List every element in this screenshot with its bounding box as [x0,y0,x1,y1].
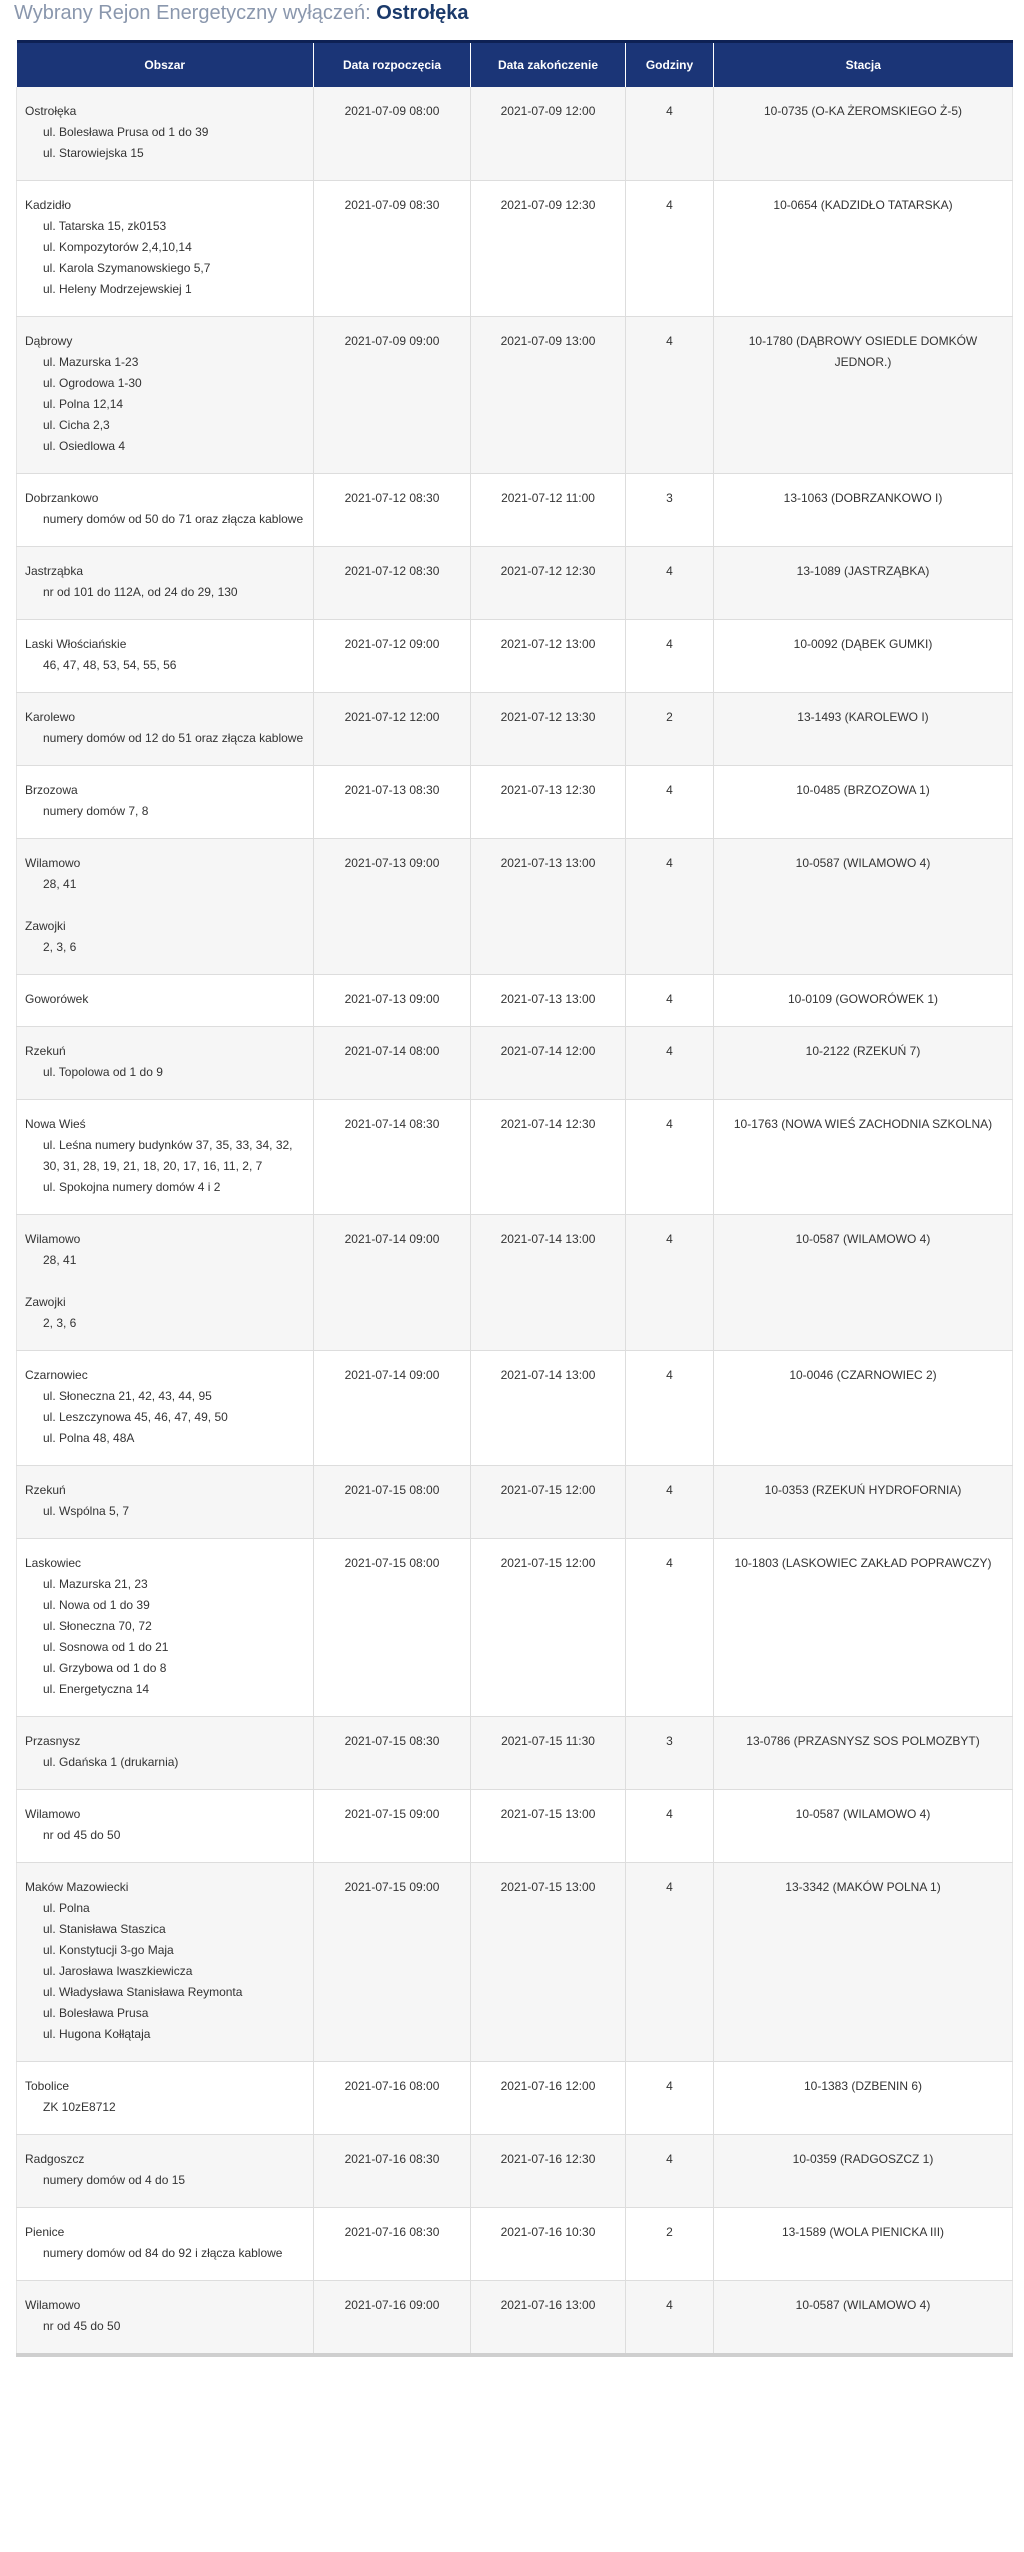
area-group [25,2149,305,2191]
cell-station: 10-0359 (RADGOSZCZ 1) [714,2135,1013,2208]
area-group [25,634,305,676]
cell-hours: 4 [626,1351,714,1466]
table-row [17,1790,1013,1863]
cell-area [17,1466,314,1539]
cell-start: 2021-07-14 08:30 [314,1100,471,1215]
heading-region: Ostrołęka [376,2,469,24]
area-street: ul. Leszczynowa 45, 46, 47, 49, 50 [43,1410,228,1424]
cell-station: 10-1763 (NOWA WIEŚ ZACHODNIA SZKOLNA) [714,1100,1013,1215]
area-street: ul. Hugona Kołłątaja [43,2027,151,2041]
table-row [17,1466,1013,1539]
area-street: ul. Gdańska 1 (drukarnia) [43,1755,179,1769]
cell-station: 13-1589 (WOLA PIENICKA III) [714,2208,1013,2281]
area-name: Jastrząbka [25,564,84,578]
table-row [17,2208,1013,2281]
area-group [25,1041,305,1083]
table-row [17,1027,1013,1100]
area-group [25,853,305,895]
cell-start: 2021-07-12 12:00 [314,693,471,766]
cell-start: 2021-07-09 08:00 [314,87,471,181]
area-street: ul. Karola Szymanowskiego 5,7 [43,261,211,275]
cell-station: 10-2122 (RZEKUŃ 7) [714,1027,1013,1100]
area-street: 28, 41 [43,877,77,891]
area-group [25,195,305,300]
area-name: Nowa Wieś [25,1117,86,1131]
table-row [17,474,1013,547]
cell-station: 13-1493 (KAROLEWO I) [714,693,1013,766]
area-street: 28, 41 [43,1253,77,1267]
cell-hours: 4 [626,1790,714,1863]
cell-area [17,1215,314,1351]
column-header-area[interactable]: Obszar [17,42,314,88]
area-street: ul. Ogrodowa 1-30 [43,376,142,390]
area-name: Radgoszcz [25,2152,85,2166]
cell-end: 2021-07-16 13:00 [471,2281,626,2356]
cell-hours: 4 [626,839,714,975]
area-street: ul. Grzybowa od 1 do 8 [43,1661,167,1675]
cell-end: 2021-07-09 13:00 [471,317,626,474]
area-street: nr od 45 do 50 [43,2319,121,2333]
area-street: ul. Słoneczna 70, 72 [43,1619,152,1633]
table-row [17,317,1013,474]
cell-station: 13-3342 (MAKÓW POLNA 1) [714,1863,1013,2062]
cell-station: 10-0587 (WILAMOWO 4) [714,1215,1013,1351]
cell-area [17,474,314,547]
cell-end: 2021-07-12 13:00 [471,620,626,693]
area-group [25,1877,305,2045]
cell-start: 2021-07-12 09:00 [314,620,471,693]
cell-end: 2021-07-15 13:00 [471,1863,626,2062]
table-row [17,1863,1013,2062]
area-street: nr od 45 do 50 [43,1828,121,1842]
area-name: Wilamowo [25,1807,81,1821]
cell-end: 2021-07-09 12:00 [471,87,626,181]
cell-start: 2021-07-12 08:30 [314,547,471,620]
area-street: ul. Starowiejska 15 [43,146,144,160]
table-row [17,1100,1013,1215]
area-group [25,707,305,749]
table-body [17,87,1013,2355]
cell-hours: 4 [626,766,714,839]
cell-station: 10-0735 (O-KA ŻEROMSKIEGO Ż-5) [714,87,1013,181]
cell-station: 10-1803 (LASKOWIEC ZAKŁAD POPRAWCZY) [714,1539,1013,1717]
area-street: 2, 3, 6 [43,940,77,954]
cell-start: 2021-07-13 08:30 [314,766,471,839]
area-street: 46, 47, 48, 53, 54, 55, 56 [43,658,177,672]
cell-end: 2021-07-14 12:00 [471,1027,626,1100]
cell-station: 10-0485 (BRZOZOWA 1) [714,766,1013,839]
column-header-hours[interactable]: Godziny [626,42,714,88]
area-group [25,916,305,958]
area-name: Karolewo [25,710,76,724]
area-name: Tobolice [25,2079,70,2093]
area-name: Maków Mazowiecki [25,1880,129,1894]
area-name: Zawojki [25,919,66,933]
cell-end: 2021-07-15 13:00 [471,1790,626,1863]
table-row [17,1215,1013,1351]
cell-area [17,2135,314,2208]
cell-hours: 4 [626,1100,714,1215]
cell-station: 10-0092 (DĄBEK GUMKI) [714,620,1013,693]
area-group [25,1365,305,1449]
area-street: ul. Heleny Modrzejewskiej 1 [43,282,192,296]
area-name: Goworówek [25,992,89,1006]
table-row [17,1717,1013,1790]
cell-station: 10-0654 (KADZIDŁO TATARSKA) [714,181,1013,317]
cell-area [17,2208,314,2281]
cell-hours: 4 [626,2281,714,2356]
area-group [25,1292,305,1334]
area-street: ul. Konstytucji 3-go Maja [43,1943,174,1957]
cell-end: 2021-07-15 12:00 [471,1466,626,1539]
area-name: Rzekuń [25,1044,66,1058]
table-row [17,693,1013,766]
cell-station: 13-0786 (PRZASNYSZ SOS POLMOZBYT) [714,1717,1013,1790]
cell-hours: 4 [626,87,714,181]
cell-hours: 4 [626,975,714,1027]
table-row [17,2135,1013,2208]
cell-hours: 4 [626,1466,714,1539]
cell-area [17,317,314,474]
area-group [25,2076,305,2118]
area-name: Zawojki [25,1295,66,1309]
cell-area [17,620,314,693]
cell-end: 2021-07-14 13:00 [471,1215,626,1351]
area-street: ul. Bolesława Prusa [43,2006,149,2020]
table-row [17,181,1013,317]
area-street: ul. Nowa od 1 do 39 [43,1598,150,1612]
cell-start: 2021-07-13 09:00 [314,975,471,1027]
table-header-row [17,42,1013,88]
area-street: numery domów od 50 do 71 oraz złącza kablowe [43,512,304,526]
cell-area [17,547,314,620]
outage-table [16,40,1013,2357]
cell-station: 13-1063 (DOBRZANKOWO I) [714,474,1013,547]
cell-station: 10-0587 (WILAMOWO 4) [714,1790,1013,1863]
cell-start: 2021-07-14 09:00 [314,1351,471,1466]
cell-end: 2021-07-12 13:30 [471,693,626,766]
area-street: ul. Polna 12,14 [43,397,124,411]
table-row [17,766,1013,839]
area-name: Wilamowo [25,2298,81,2312]
cell-area [17,87,314,181]
cell-area [17,2281,314,2356]
cell-start: 2021-07-13 09:00 [314,839,471,975]
cell-start: 2021-07-09 09:00 [314,317,471,474]
area-name: Przasnysz [25,1734,81,1748]
cell-hours: 4 [626,317,714,474]
cell-end: 2021-07-13 13:00 [471,975,626,1027]
cell-area [17,1717,314,1790]
cell-station: 10-0353 (RZEKUŃ HYDROFORNIA) [714,1466,1013,1539]
cell-hours: 4 [626,2062,714,2135]
area-street: ul. Energetyczna 14 [43,1682,150,1696]
cell-area [17,1539,314,1717]
cell-start: 2021-07-16 08:30 [314,2208,471,2281]
cell-start: 2021-07-15 08:00 [314,1466,471,1539]
table-row [17,2281,1013,2356]
area-street: ul. Leśna numery budynków 37, 35, 33, 34, 32, 30, 31, 28, 19, 21, 18, 20, 17, 16, 11, 2, 7 [43,1138,293,1173]
cell-area [17,1790,314,1863]
area-group [25,1114,305,1198]
area-name: Kadzidło [25,198,72,212]
cell-area [17,1351,314,1466]
cell-start: 2021-07-15 09:00 [314,1863,471,2062]
cell-station: 10-0587 (WILAMOWO 4) [714,839,1013,975]
area-name: Brzozowa [25,783,78,797]
cell-start: 2021-07-16 08:00 [314,2062,471,2135]
table-row [17,975,1013,1027]
area-street: 2, 3, 6 [43,1316,77,1330]
cell-hours: 2 [626,693,714,766]
area-street: ul. Polna 48, 48A [43,1431,135,1445]
cell-start: 2021-07-16 09:00 [314,2281,471,2356]
area-street: ul. Sosnowa od 1 do 21 [43,1640,169,1654]
page-heading [0,0,1024,40]
area-name: Wilamowo [25,1232,81,1246]
area-street: ul. Stanisława Staszica [43,1922,166,1936]
cell-start: 2021-07-16 08:30 [314,2135,471,2208]
area-street: ul. Słoneczna 21, 42, 43, 44, 95 [43,1389,212,1403]
cell-end: 2021-07-16 10:30 [471,2208,626,2281]
cell-end: 2021-07-14 12:30 [471,1100,626,1215]
cell-end: 2021-07-12 11:00 [471,474,626,547]
cell-end: 2021-07-15 11:30 [471,1717,626,1790]
area-street: numery domów od 84 do 92 i złącza kablowe [43,2246,283,2260]
cell-hours: 4 [626,1215,714,1351]
cell-area [17,1027,314,1100]
area-street: ul. Topolowa od 1 do 9 [43,1065,163,1079]
cell-end: 2021-07-09 12:30 [471,181,626,317]
table-row [17,1539,1013,1717]
cell-hours: 3 [626,474,714,547]
cell-station: 13-1089 (JASTRZĄBKA) [714,547,1013,620]
cell-start: 2021-07-15 09:00 [314,1790,471,1863]
area-group [25,1731,305,1773]
table-row [17,2062,1013,2135]
area-street: numery domów 7, 8 [43,804,149,818]
area-name: Dąbrowy [25,334,73,348]
area-street: ul. Mazurska 1-23 [43,355,139,369]
cell-area [17,181,314,317]
cell-station: 10-0587 (WILAMOWO 4) [714,2281,1013,2356]
cell-hours: 4 [626,1027,714,1100]
area-group [25,1229,305,1271]
cell-station: 10-0046 (CZARNOWIEC 2) [714,1351,1013,1466]
cell-end: 2021-07-13 12:30 [471,766,626,839]
cell-end: 2021-07-12 12:30 [471,547,626,620]
area-street: ul. Osiedlowa 4 [43,439,126,453]
cell-hours: 4 [626,620,714,693]
cell-end: 2021-07-16 12:30 [471,2135,626,2208]
area-street: numery domów od 12 do 51 oraz złącza kablowe [43,731,304,745]
column-header-station[interactable]: Stacja [714,42,1013,88]
area-group [25,989,305,1010]
area-name: Laskowiec [25,1556,82,1570]
cell-area [17,1100,314,1215]
cell-hours: 2 [626,2208,714,2281]
cell-end: 2021-07-13 13:00 [471,839,626,975]
cell-end: 2021-07-14 13:00 [471,1351,626,1466]
table-row [17,87,1013,181]
area-street: ZK 10zE8712 [43,2100,116,2114]
cell-hours: 4 [626,1539,714,1717]
cell-station: 10-1383 (DZBENIN 6) [714,2062,1013,2135]
column-header-start[interactable]: Data rozpoczęcia [314,42,471,88]
area-name: Czarnowiec [25,1368,88,1382]
cell-hours: 4 [626,2135,714,2208]
cell-area [17,766,314,839]
area-group [25,1480,305,1522]
area-street: nr od 101 do 112A, od 24 do 29, 130 [43,585,238,599]
area-street: ul. Spokojna numery domów 4 i 2 [43,1180,221,1194]
cell-hours: 4 [626,1863,714,2062]
cell-station: 10-1780 (DĄBROWY OSIEDLE DOMKÓW JEDNOR.) [714,317,1013,474]
cell-area [17,693,314,766]
area-name: Ostrołęka [25,104,77,118]
cell-start: 2021-07-09 08:30 [314,181,471,317]
column-header-end[interactable]: Data zakończenie [471,42,626,88]
area-street: ul. Bolesława Prusa od 1 do 39 [43,125,209,139]
table-row [17,839,1013,975]
cell-area [17,839,314,975]
area-street: ul. Mazurska 21, 23 [43,1577,148,1591]
cell-station: 10-0109 (GOWORÓWEK 1) [714,975,1013,1027]
area-street: ul. Polna [43,1901,90,1915]
area-group [25,1553,305,1700]
area-group [25,331,305,457]
area-name: Rzekuń [25,1483,66,1497]
area-street: ul. Jarosława Iwaszkiewicza [43,1964,193,1978]
area-group [25,561,305,603]
cell-hours: 3 [626,1717,714,1790]
area-name: Wilamowo [25,856,81,870]
area-street: ul. Wspólna 5, 7 [43,1504,130,1518]
cell-hours: 4 [626,181,714,317]
area-street: ul. Władysława Stanisława Reymonta [43,1985,243,1999]
cell-start: 2021-07-15 08:30 [314,1717,471,1790]
area-group [25,488,305,530]
area-name: Laski Włościańskie [25,637,127,651]
table-row [17,547,1013,620]
cell-area [17,1863,314,2062]
cell-end: 2021-07-15 12:00 [471,1539,626,1717]
area-group [25,1804,305,1846]
area-group [25,2222,305,2264]
cell-area [17,2062,314,2135]
area-name: Pienice [25,2225,65,2239]
area-street: ul. Kompozytorów 2,4,10,14 [43,240,192,254]
area-group [25,2295,305,2337]
area-group [25,101,305,164]
area-street: ul. Tatarska 15, zk0153 [43,219,167,233]
area-street: ul. Cicha 2,3 [43,418,110,432]
table-row [17,620,1013,693]
area-name: Dobrzankowo [25,491,99,505]
cell-end: 2021-07-16 12:00 [471,2062,626,2135]
cell-start: 2021-07-12 08:30 [314,474,471,547]
heading-label: Wybrany Rejon Energetyczny wyłączeń: [14,2,371,24]
cell-start: 2021-07-14 08:00 [314,1027,471,1100]
cell-start: 2021-07-15 08:00 [314,1539,471,1717]
cell-area [17,975,314,1027]
table-row [17,1351,1013,1466]
cell-start: 2021-07-14 09:00 [314,1215,471,1351]
area-street: numery domów od 4 do 15 [43,2173,186,2187]
cell-hours: 4 [626,547,714,620]
area-group [25,780,305,822]
